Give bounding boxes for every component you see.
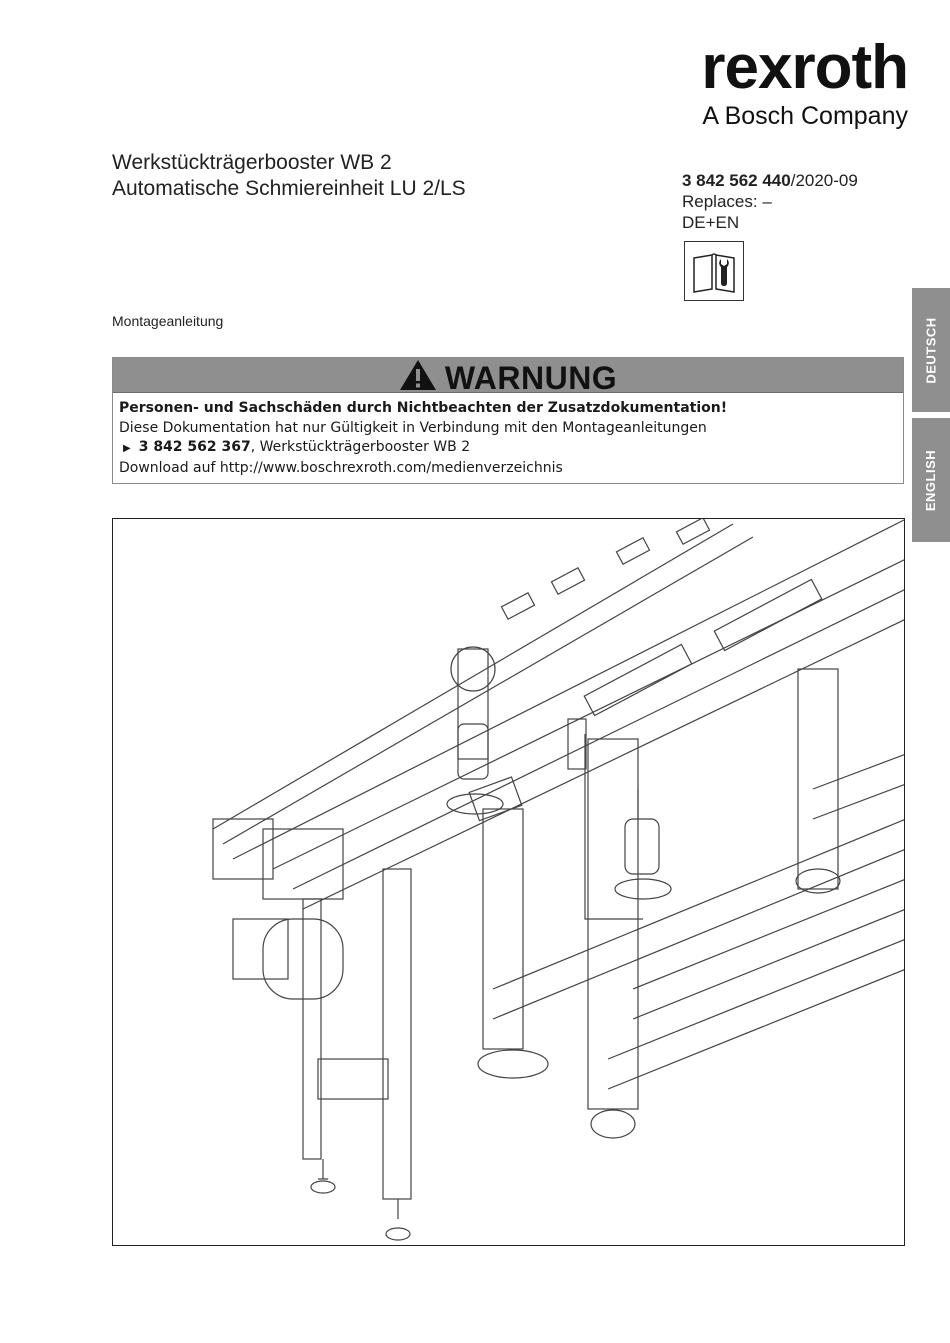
warning-body xyxy=(113,393,903,478)
title-line-2: Automatische Schmiereinheit LU 2/LS xyxy=(112,177,466,200)
title-line-1: Werkstückträgerbooster WB 2 xyxy=(112,151,392,174)
reference-title: , Werkstückträgerbooster WB 2 xyxy=(250,439,471,455)
warning-title: WARNUNG xyxy=(444,360,618,396)
reference-number: 3 842 562 367 xyxy=(138,439,251,455)
document-info xyxy=(682,170,858,233)
tab-deutsch[interactable] xyxy=(912,288,950,412)
warning-download: Download auf http://www.boschrexroth.com/medienverzeichnis xyxy=(119,459,563,476)
document-replaces: Replaces: – xyxy=(682,192,772,211)
tab-english-label: ENGLISH xyxy=(923,449,939,511)
brand-tagline: A Bosch Company xyxy=(702,102,908,130)
document-date: /2020-09 xyxy=(790,171,858,190)
warning-reference xyxy=(119,438,903,459)
wrench-book-icon xyxy=(684,241,744,301)
document-subtitle: Montageanleitung xyxy=(112,313,224,329)
document-number: 3 842 562 440 xyxy=(682,171,791,190)
warning-triangle-icon xyxy=(399,358,437,392)
document-number-row xyxy=(682,170,858,191)
tab-english[interactable] xyxy=(912,418,950,542)
warning-box xyxy=(112,357,904,484)
tab-deutsch-label: DEUTSCH xyxy=(923,316,939,384)
warning-headline: Personen- und Sachschäden durch Nichtbeachten der Zusatzdokumentation! xyxy=(119,400,728,416)
document-languages: DE+EN xyxy=(682,213,740,232)
brand-logo: rexroth xyxy=(701,33,908,102)
document-title xyxy=(112,150,466,202)
warning-text: Diese Dokumentation hat nur Gültigkeit in Verbindung mit den Montageanleitungen xyxy=(119,419,707,436)
product-illustration xyxy=(112,518,905,1246)
conveyor-illustration xyxy=(113,519,905,1246)
warning-header xyxy=(113,358,903,396)
bullet-arrow-icon: ▶ xyxy=(123,443,131,454)
